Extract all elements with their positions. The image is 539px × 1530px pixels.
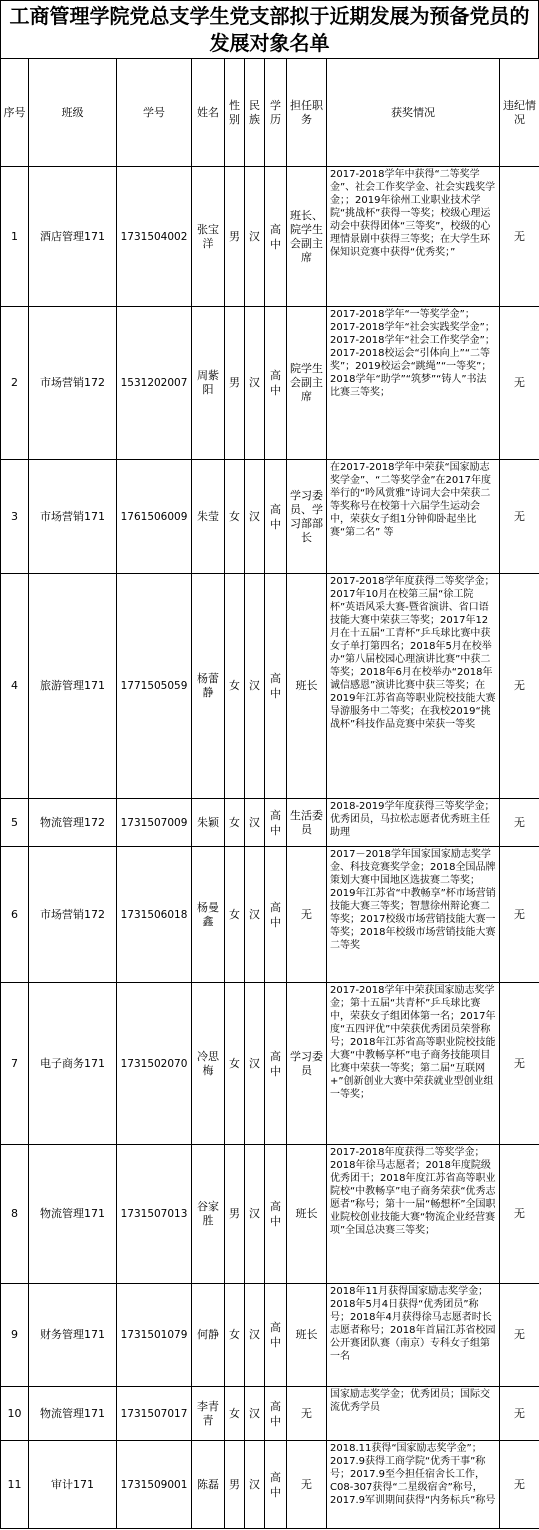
cell-gender: 男 xyxy=(225,1145,245,1284)
cell-awards: 国家励志奖学金；优秀团员；国际交流优秀学员 xyxy=(327,1387,500,1441)
cell-education: 高中 xyxy=(265,799,287,847)
cell-seq: 8 xyxy=(1,1145,29,1284)
cell-seq: 1 xyxy=(1,167,29,307)
cell-name: 周紫阳 xyxy=(192,307,225,460)
cell-name: 陈磊 xyxy=(192,1441,225,1529)
header-class: 班级 xyxy=(29,59,117,167)
cell-class: 物流管理172 xyxy=(29,799,117,847)
cell-violation: 无 xyxy=(500,1387,539,1441)
cell-gender: 女 xyxy=(225,1387,245,1441)
cell-education: 高中 xyxy=(265,1284,287,1387)
cell-name: 何静 xyxy=(192,1284,225,1387)
cell-gender: 男 xyxy=(225,307,245,460)
cell-violation: 无 xyxy=(500,847,539,983)
cell-name: 朱莹 xyxy=(192,460,225,574)
cell-position: 学习委员、学习部部长 xyxy=(287,460,327,574)
cell-ethnicity: 汉 xyxy=(245,799,265,847)
cell-awards: 2017-2018学年中荣获国家励志奖学金；第十五届“共青杯”乒乓球比赛中，荣获女子组团体第一名；2017年度“五四评优”中荣获优秀团员荣誉称号；2018年江苏省高等职业院校技能大赛“中教畅享杯”电子商务技能项目比赛中荣获一等奖；第二届“互联网+”创新创业大赛中荣获就业型创业组一等奖； xyxy=(327,983,500,1145)
cell-awards: 2017-2018学年“一等奖学金”；2017-2018学年“社会实践奖学金”；2017-2018学年“社会工作奖学金”；2017-2018校运会“引体向上”“二等奖”；2019校运会“跳绳”“一等奖”；2018学年“助学”“筑梦”“铸人”书法比赛三等奖； xyxy=(327,307,500,460)
table-row xyxy=(1,847,539,983)
cell-education: 高中 xyxy=(265,460,287,574)
cell-education: 高中 xyxy=(265,307,287,460)
cell-student-id: 1761506009 xyxy=(117,460,192,574)
header-student-id: 学号 xyxy=(117,59,192,167)
cell-violation: 无 xyxy=(500,799,539,847)
cell-violation: 无 xyxy=(500,1145,539,1284)
cell-gender: 男 xyxy=(225,1441,245,1529)
cell-ethnicity: 汉 xyxy=(245,1284,265,1387)
cell-name: 谷家胜 xyxy=(192,1145,225,1284)
cell-class: 电子商务171 xyxy=(29,983,117,1145)
cell-awards: 2018-2019学年度获得三等奖学金；优秀团员，马拉松志愿者优秀班主任助理 xyxy=(327,799,500,847)
table-row xyxy=(1,307,539,460)
table-row xyxy=(1,460,539,574)
cell-student-id: 1731504002 xyxy=(117,167,192,307)
header-awards: 获奖情况 xyxy=(327,59,500,167)
cell-class: 旅游管理171 xyxy=(29,574,117,799)
cell-education: 高中 xyxy=(265,983,287,1145)
table-row xyxy=(1,167,539,307)
cell-ethnicity: 汉 xyxy=(245,1441,265,1529)
cell-education: 高中 xyxy=(265,574,287,799)
cell-student-id: 1731501079 xyxy=(117,1284,192,1387)
cell-gender: 男 xyxy=(225,167,245,307)
cell-education: 高中 xyxy=(265,1387,287,1441)
cell-name: 朱颖 xyxy=(192,799,225,847)
cell-gender: 女 xyxy=(225,460,245,574)
header-seq: 序号 xyxy=(1,59,29,167)
cell-ethnicity: 汉 xyxy=(245,1387,265,1441)
cell-student-id: 1731507013 xyxy=(117,1145,192,1284)
table-row xyxy=(1,1145,539,1284)
cell-position: 无 xyxy=(287,1387,327,1441)
cell-education: 高中 xyxy=(265,167,287,307)
cell-position: 院学生会副主席 xyxy=(287,307,327,460)
cell-seq: 2 xyxy=(1,307,29,460)
cell-violation: 无 xyxy=(500,167,539,307)
cell-awards: 2018.11获得“国家励志奖学金”；2017.9获得工商学院“优秀干事”称号；2017.9至今担任宿舍长工作，C08-307获得“二星级宿舍”称号，2017.9军训期间获得“内务标兵”称号 xyxy=(327,1441,500,1529)
cell-gender: 女 xyxy=(225,799,245,847)
cell-violation: 无 xyxy=(500,1284,539,1387)
cell-student-id: 1731506018 xyxy=(117,847,192,983)
cell-ethnicity: 汉 xyxy=(245,847,265,983)
cell-class: 市场营销171 xyxy=(29,460,117,574)
cell-student-id: 1771505059 xyxy=(117,574,192,799)
cell-education: 高中 xyxy=(265,1441,287,1529)
cell-name: 杨蕾静 xyxy=(192,574,225,799)
cell-ethnicity: 汉 xyxy=(245,983,265,1145)
cell-seq: 9 xyxy=(1,1284,29,1387)
cell-gender: 女 xyxy=(225,847,245,983)
cell-class: 财务管理171 xyxy=(29,1284,117,1387)
cell-gender: 女 xyxy=(225,574,245,799)
cell-awards: 在2017-2018学年中荣获“国家励志奖学金”、“二等奖学金”在2017年度举行的“吟风赏雅”诗词大会中荣获二等奖称号在校第十六届学生运动会中，荣获女子组1分钟仰卧起坐比赛“第二名” 等 xyxy=(327,460,500,574)
cell-seq: 5 xyxy=(1,799,29,847)
cell-student-id: 1731502070 xyxy=(117,983,192,1145)
cell-name: 李青青 xyxy=(192,1387,225,1441)
cell-student-id: 1731507009 xyxy=(117,799,192,847)
cell-class: 酒店管理171 xyxy=(29,167,117,307)
cell-seq: 3 xyxy=(1,460,29,574)
cell-seq: 6 xyxy=(1,847,29,983)
cell-awards: 2018年11月获得国家励志奖学金；2018年5月4日获得“优秀团员”称号；2018年4月获得徐马志愿者时长志愿者称号；2018年首届江苏省校园公开赛团队赛（南京）专科女子组第一名 xyxy=(327,1284,500,1387)
table-row xyxy=(1,799,539,847)
cell-position: 班长 xyxy=(287,574,327,799)
cell-ethnicity: 汉 xyxy=(245,460,265,574)
cell-position: 无 xyxy=(287,1441,327,1529)
cell-seq: 4 xyxy=(1,574,29,799)
cell-ethnicity: 汉 xyxy=(245,307,265,460)
cell-ethnicity: 汉 xyxy=(245,167,265,307)
cell-ethnicity: 汉 xyxy=(245,574,265,799)
header-position: 担任职务 xyxy=(287,59,327,167)
cell-violation: 无 xyxy=(500,983,539,1145)
cell-seq: 10 xyxy=(1,1387,29,1441)
cell-name: 张宝洋 xyxy=(192,167,225,307)
header-row xyxy=(1,59,539,167)
header-education: 学历 xyxy=(265,59,287,167)
cell-violation: 无 xyxy=(500,1441,539,1529)
cell-education: 高中 xyxy=(265,1145,287,1284)
candidate-table xyxy=(0,58,539,1529)
cell-seq: 7 xyxy=(1,983,29,1145)
cell-student-id: 1731509001 xyxy=(117,1441,192,1529)
header-gender: 性别 xyxy=(225,59,245,167)
cell-name: 杨曼鑫 xyxy=(192,847,225,983)
cell-name: 冷思梅 xyxy=(192,983,225,1145)
table-row xyxy=(1,1284,539,1387)
cell-violation: 无 xyxy=(500,460,539,574)
cell-gender: 女 xyxy=(225,1284,245,1387)
cell-awards: 2017-2018年度获得二等奖学金；2018年徐马志愿者；2018年度院级优秀团干；2018年度江苏省高等职业院校“中教畅享”电子商务荣获“优秀志愿者”称号；第十一届“畅想杯”全国职业院校创业技能大赛“物流企业经营赛项”全国总决赛三等奖； xyxy=(327,1145,500,1284)
cell-student-id: 1531202007 xyxy=(117,307,192,460)
cell-awards: 2017－2018学年国家国家励志奖学金、科技竞赛奖学金；2018全国品牌策划大赛中国地区选拔赛二等奖；2019年江苏省“中教畅享”杯市场营销技能大赛三等奖；智慧徐州辩论赛二等奖；2017校级市场营销技能大赛一等奖；2018年校级市场营销技能大赛二等奖 xyxy=(327,847,500,983)
cell-violation: 无 xyxy=(500,307,539,460)
cell-education: 高中 xyxy=(265,847,287,983)
cell-position: 无 xyxy=(287,847,327,983)
cell-student-id: 1731507017 xyxy=(117,1387,192,1441)
header-ethnicity: 民族 xyxy=(245,59,265,167)
header-name: 姓名 xyxy=(192,59,225,167)
cell-class: 审计171 xyxy=(29,1441,117,1529)
cell-gender: 女 xyxy=(225,983,245,1145)
cell-seq: 11 xyxy=(1,1441,29,1529)
cell-position: 生活委员 xyxy=(287,799,327,847)
cell-awards: 2017-2018学年中获得“二等奖学金”、社会工作奖学金、社会实践奖学金；；2019年徐州工业职业技术学院“挑战杯”获得一等奖；校级心理运动会中获得团体“三等奖”，校级的心理情景剧中获得三等奖；在大学生环保知识竞赛中获得“优秀奖；” xyxy=(327,167,500,307)
cell-position: 班长 xyxy=(287,1284,327,1387)
header-violation: 违纪情况 xyxy=(500,59,539,167)
cell-class: 物流管理171 xyxy=(29,1387,117,1441)
table-row xyxy=(1,574,539,799)
cell-class: 物流管理171 xyxy=(29,1145,117,1284)
cell-awards: 2017-2018学年度获得二等奖学金；2017年10月在校第三届“徐工院杯”英语风采大赛-暨省演讲、省口语技能大赛中荣获三等奖；2017年12月在十五届“工青杯”乒乓球比赛中获女子单打第四名；2018年5月在校举办“第八届校园心理演讲比赛”中获二等奖；2018年6月在校举办“2018年诚信感恩”演讲比赛中获三等奖；在2019年江苏省高等职业院校技能大赛导游服务中二等奖；在我校2019“挑战杯”科技作品竞赛中荣获一等奖 xyxy=(327,574,500,799)
cell-position: 班长、院学生会副主席 xyxy=(287,167,327,307)
table-row xyxy=(1,1441,539,1529)
cell-violation: 无 xyxy=(500,574,539,799)
cell-position: 学习委员 xyxy=(287,983,327,1145)
document-title: 工商管理学院党总支学生党支部拟于近期发展为预备党员的发展对象名单 xyxy=(0,0,539,58)
cell-class: 市场营销172 xyxy=(29,307,117,460)
cell-class: 市场营销172 xyxy=(29,847,117,983)
table-row xyxy=(1,1387,539,1441)
table-row xyxy=(1,983,539,1145)
cell-ethnicity: 汉 xyxy=(245,1145,265,1284)
cell-position: 班长 xyxy=(287,1145,327,1284)
